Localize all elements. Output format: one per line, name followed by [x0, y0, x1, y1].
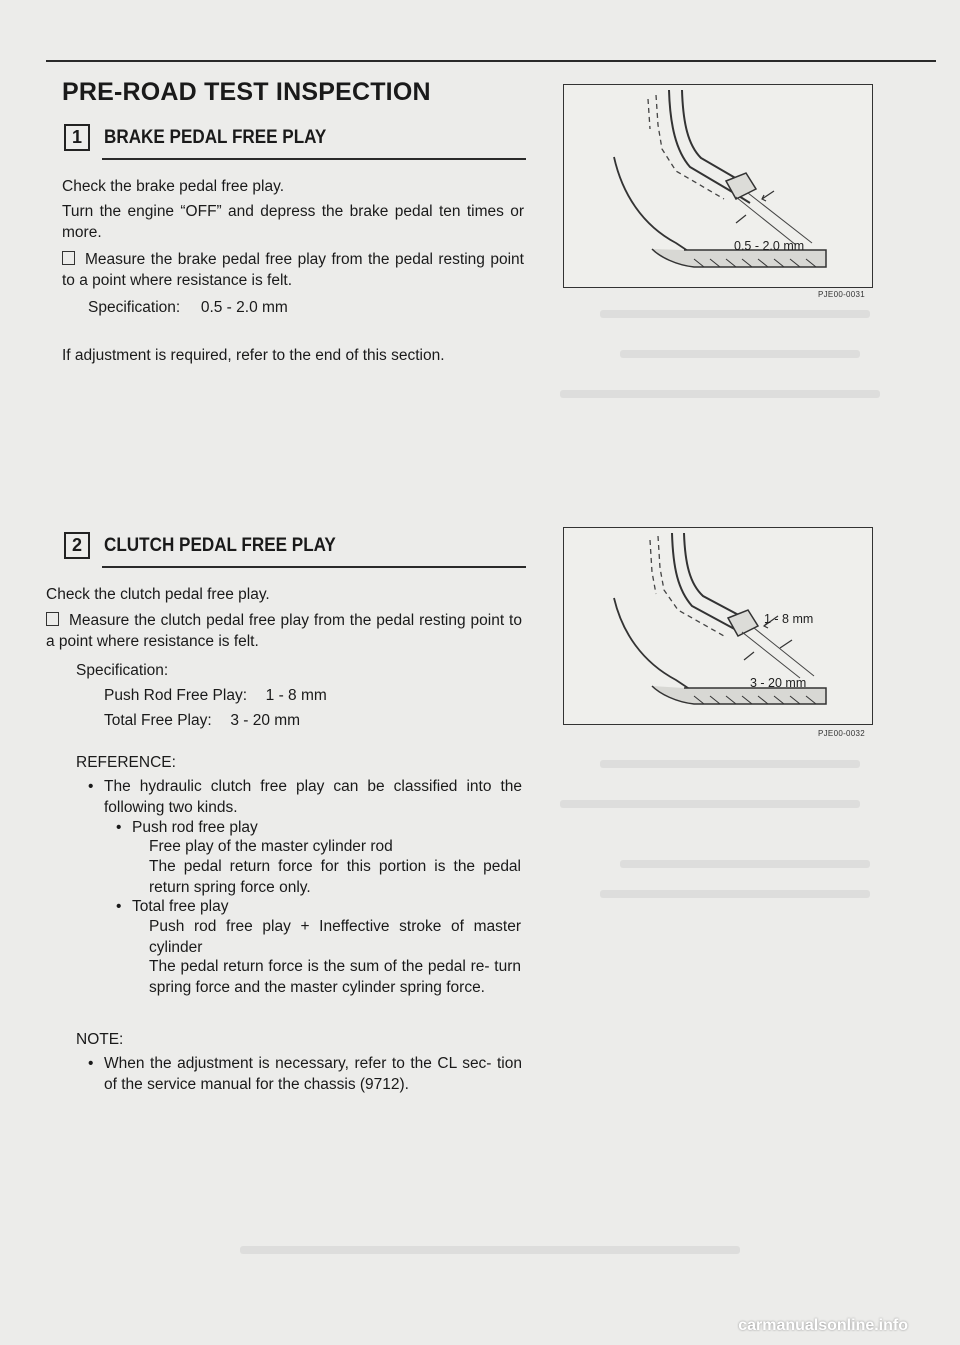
push-rod-value: 1 - 8 mm: [265, 687, 327, 704]
reference-sub1-title: • Push rod free play: [132, 817, 258, 838]
section-2-heading: CLUTCH PEDAL FREE PLAY: [104, 534, 336, 556]
brake-pedal-diagram: [564, 85, 872, 287]
section-1-rule: [102, 158, 526, 160]
section-1-step-text: Measure the brake pedal free play from the pedal resting point to a point where resistance is felt.: [62, 251, 524, 289]
note-bullet: • When the adjustment is necessary, refer to the CL sec- tion of the service manual for the chassis (9712).: [104, 1053, 522, 1095]
section-1-header: [64, 124, 351, 151]
note-heading: NOTE:: [76, 1031, 124, 1048]
section-2-header: [64, 532, 362, 559]
section-2-step: [46, 610, 522, 652]
reference-bullet: • The hydraulic clutch free play can be classified into the following two kinds.: [104, 776, 522, 818]
checkbox-icon: [62, 251, 75, 265]
clutch-pedal-diagram: [564, 528, 872, 724]
section-1-spec-value: 0.5 - 2.0 mm: [200, 299, 288, 316]
reference-sub1-line1: Free play of the master cylinder rod: [149, 838, 393, 855]
section-1-number: 1: [64, 124, 90, 151]
top-rule: [46, 60, 936, 62]
reference-sub2-line1: Push rod free play + Ineffective stroke of master cylinder: [149, 918, 521, 956]
reference-sub2-line2: The pedal return force is the sum of the pedal re- turn spring force and the master cylinder spring force.: [149, 958, 521, 996]
brake-pedal-figure: [563, 84, 873, 288]
section-1-spec: [88, 297, 288, 318]
section-2-push-rod-spec: [104, 685, 327, 706]
brake-dimension-label: 0.5 - 2.0 mm: [734, 239, 805, 253]
section-1-check-text: Check the brake pedal free play.: [62, 178, 285, 195]
section-2-rule: [102, 566, 526, 568]
section-2-number: 2: [64, 532, 90, 559]
section-2-step-text: Measure the clutch pedal free play from the pedal resting point to a point where resistance is felt.: [46, 612, 522, 650]
brake-figure-id: PJE00-0031: [818, 290, 866, 299]
push-rod-label: Push Rod Free Play:: [104, 687, 248, 704]
reference-sub2-title: • Total free play: [132, 896, 229, 917]
clutch-pedal-figure: [563, 527, 873, 725]
section-2-check-text: Check the clutch pedal free play.: [46, 586, 270, 603]
watermark: carmanualsonline.info: [738, 1317, 908, 1334]
section-1-heading: BRAKE PEDAL FREE PLAY: [104, 126, 327, 148]
clutch-push-rod-label: 1 - 8 mm: [764, 612, 814, 626]
reference-heading: REFERENCE:: [76, 754, 176, 771]
section-1-step: [62, 249, 524, 291]
section-1-instruction-text: Turn the engine “OFF” and depress the brake pedal ten times or more.: [62, 203, 524, 241]
clutch-figure-id: PJE00-0032: [818, 729, 866, 738]
checkbox-icon: [46, 612, 59, 626]
page-title: PRE-ROAD TEST INSPECTION: [62, 78, 431, 106]
reference-sub1-line2: The pedal return force for this portion is the pedal return spring force only.: [149, 858, 521, 896]
section-1-adjustment-note: If adjustment is required, refer to the end of this section.: [62, 347, 445, 364]
section-2-total-spec: [104, 710, 300, 731]
total-value: 3 - 20 mm: [230, 712, 301, 729]
total-label: Total Free Play:: [104, 712, 212, 729]
section-2-spec-label: Specification:: [76, 662, 169, 679]
clutch-total-label: 3 - 20 mm: [750, 676, 807, 690]
section-1-spec-label: Specification:: [88, 299, 181, 316]
